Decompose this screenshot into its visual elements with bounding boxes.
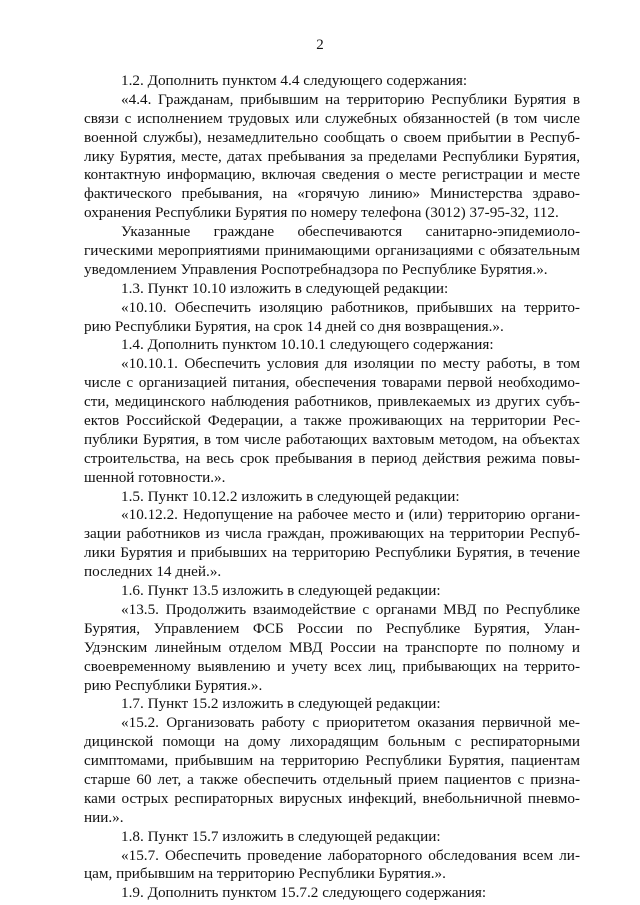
text-line: Удэнским линейным отделом МВД России на транспорте по полному и xyxy=(84,638,580,656)
paragraph-first-line: 1.4. Дополнить пунктом 10.10.1 следующего содержания: xyxy=(121,336,494,354)
text-line: рию Республики Бурятия.». xyxy=(84,676,263,694)
page-number: 2 xyxy=(316,37,324,53)
text-line: своевременному выявлению и учету всех лиц, прибывающих на террито- xyxy=(84,657,580,675)
text-line: шенной готовности.». xyxy=(84,468,226,486)
text-line: сти, медицинского наблюдения работников, привлекаемых из других субъ- xyxy=(84,393,580,411)
paragraph-first-line: 1.2. Дополнить пунктом 4.4 следующего содержания: xyxy=(121,72,468,89)
paragraph-first-line: 1.9. Дополнить пунктом 15.7.2 следующего содержания: xyxy=(121,884,487,902)
text-line: контактную информацию, включая сведения о месте регистрации и месте xyxy=(84,166,580,184)
text-line: дицинской помощи на дому лихорадящим больным с респираторными xyxy=(84,733,580,751)
paragraph-first-line: 1.5. Пункт 10.12.2 изложить в следующей редакции: xyxy=(121,487,460,505)
paragraph-first-line: «10.10. Обеспечить изоляцию работников, прибывших на террито- xyxy=(121,298,580,316)
paragraph-first-line: Указанные граждане обеспечиваются санитарно-эпидемиоло- xyxy=(121,223,580,241)
text-line: публики Бурятия, в том числе работающих вахтовым методом, на объектах xyxy=(84,430,580,448)
paragraph-first-line: «4.4. Гражданам, прибывшим на территорию Республики Бурятия в xyxy=(121,90,580,108)
text-line: числе с организацией питания, обеспечения товарами первой необходимо- xyxy=(84,374,580,392)
text-line: цам, прибывшим на территорию Республики Бурятия.». xyxy=(84,865,446,883)
text-line: рию Республики Бурятия, на срок 14 дней со дня возвращения.». xyxy=(84,317,504,335)
paragraph-first-line: 1.7. Пункт 15.2 изложить в следующей редакции: xyxy=(121,695,441,713)
paragraph-first-line: 1.3. Пункт 10.10 изложить в следующей редакции: xyxy=(121,279,449,297)
paragraph-first-line: «13.5. Продолжить взаимодействие с органами МВД по Республике xyxy=(121,600,580,618)
paragraph-first-line: 1.6. Пункт 13.5 изложить в следующей редакции: xyxy=(121,582,441,600)
text-line: фактического пребывания, на «горячую линию» Министерства здраво- xyxy=(84,185,580,203)
text-line: лику Бурятия, месте, датах пребывания за пределами Республики Бурятия, xyxy=(84,147,580,165)
text-line: симптомами, прибывшим на территорию Республики Бурятия, пациентам xyxy=(84,752,580,770)
text-line: строительства, на весь срок пребывания в период действия режима повы- xyxy=(84,449,580,467)
text-line: военной службы), незамедлительно сообщать о своем прибытии в Респуб- xyxy=(84,128,580,146)
paragraph-first-line: «10.10.1. Обеспечить условия для изоляции по месту работы, в том xyxy=(121,355,580,373)
text-line: ектов Российской Федерации, а также проживающих на территории Рес- xyxy=(84,412,580,430)
text-line: уведомлением Управления Роспотребнадзора по Республике Бурятия.». xyxy=(84,260,548,278)
text-line: нии.». xyxy=(84,808,124,826)
text-line: зации работников из числа граждан, проживающих на территории Респуб- xyxy=(84,525,580,543)
text-line: охранения Республики Бурятия по номеру телефона (3012) 37-95-32, 112. xyxy=(84,204,559,222)
text-line: гическими мероприятиями принимающими организациями с обязательным xyxy=(84,242,580,260)
text-line: последних 14 дней.». xyxy=(84,563,222,581)
paragraph-first-line: 1.8. Пункт 15.7 изложить в следующей редакции: xyxy=(121,827,441,845)
text-line: лики Бурятия и прибывших на территорию Республики Бурятия, в течение xyxy=(84,544,580,562)
paragraph-first-line: «15.7. Обеспечить проведение лабораторного обследования всем ли- xyxy=(121,846,580,864)
document-body xyxy=(84,72,580,903)
text-line: связи с исполнением трудовых или служебных обязанностей (в том числе xyxy=(84,109,580,127)
text-line: старше 60 лет, а также обеспечить отдельный прием пациентов с призна- xyxy=(84,770,580,788)
text-line: ками острых респираторных вирусных инфекций, внебольничной пневмо- xyxy=(84,789,580,807)
paragraph-first-line: «10.12.2. Недопущение на рабочее место и (или) территорию органи- xyxy=(121,506,580,524)
paragraph-first-line: «15.2. Организовать работу с приоритетом оказания первичной ме- xyxy=(121,714,580,732)
text-line: Бурятия, Управлением ФСБ России по Республике Бурятия, Улан- xyxy=(84,619,580,637)
